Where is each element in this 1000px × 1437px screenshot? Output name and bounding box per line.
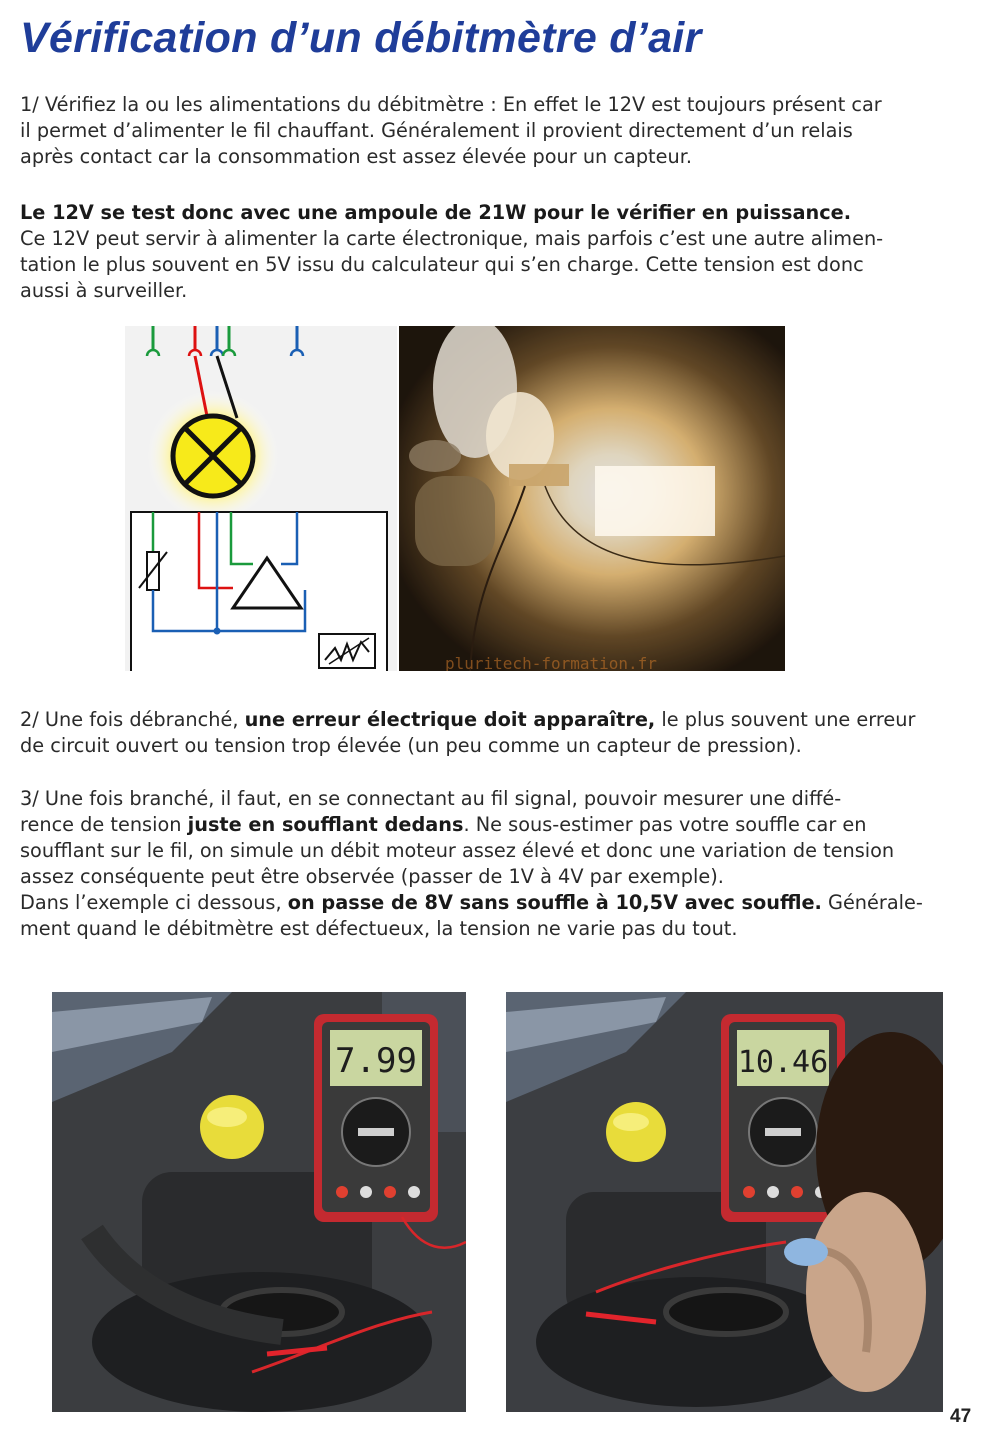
text-line: soufflant sur le fil, on simule un débit moteur assez élevé et donc une variation de tension <box>20 839 895 862</box>
text-line: après contact car la consommation est assez élevée pour un capteur. <box>20 145 692 168</box>
bulb-test-figure <box>125 326 785 671</box>
bulb-test-illustration <box>125 326 785 671</box>
paragraph-bulb-test <box>20 200 980 304</box>
text-line: rence de tension juste en soufflant dedans. Ne sous-estimer pas votre souffle car en <box>20 813 867 836</box>
multimeter-reading: 10.46 <box>737 1045 829 1080</box>
text-line: aussi à surveiller. <box>20 279 188 302</box>
paragraph-unplugged <box>20 707 980 759</box>
text-line: 2/ Une fois débranché, une erreur électrique doit apparaître, le plus souvent une erreur <box>20 708 916 731</box>
multimeter-photo-no-blow <box>52 992 466 1412</box>
lit-bulb-photo <box>399 326 785 671</box>
text-line: ment quand le débitmètre est défectueux, la tension ne varie pas du tout. <box>20 917 738 940</box>
page-title: Vérification d’un débitmètre d’air <box>20 14 702 62</box>
multimeter-reading: 7.99 <box>335 1041 417 1081</box>
text-line: 3/ Une fois branché, il faut, en se connectant au fil signal, pouvoir mesurer une diffé- <box>20 787 842 810</box>
text-line: de circuit ouvert ou tension trop élevée (un peu comme un capteur de pression). <box>20 734 802 757</box>
text-line: tation le plus souvent en 5V issu du calculateur qui s’en charge. Cette tension est donc <box>20 253 864 276</box>
multimeter <box>314 1014 438 1222</box>
bold-statement: Le 12V se test donc avec une ampoule de 21W pour le vérifier en puissance. <box>20 201 852 224</box>
watermark: pluritech-formation.fr <box>445 654 657 671</box>
text-line: Dans l’exemple ci dessous, on passe de 8V sans souffle à 10,5V avec souffle. Générale- <box>20 891 923 914</box>
page-number: 47 <box>950 1406 972 1427</box>
text-line: il permet d’alimenter le fil chauffant. Généralement il provient directement d’un relais <box>20 119 853 142</box>
paragraph-power-supply <box>20 92 980 170</box>
text-line: assez conséquente peut être observée (passer de 1V à 4V par exemple). <box>20 865 724 888</box>
paragraph-blow-test <box>20 786 980 942</box>
text-line: Ce 12V peut servir à alimenter la carte électronique, mais parfois c’est une autre alimen- <box>20 227 884 250</box>
wiring-diagram <box>125 326 397 671</box>
text-line: 1/ Vérifiez la ou les alimentations du débitmètre : En effet le 12V est toujours présent car <box>20 93 882 116</box>
multimeter-photo-with-blow <box>506 992 943 1412</box>
